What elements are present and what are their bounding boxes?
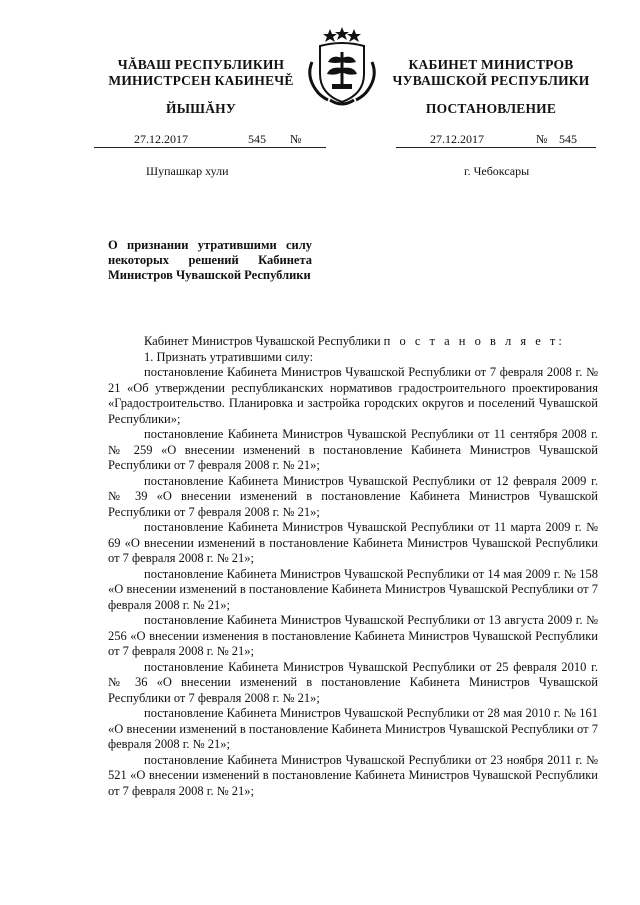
intro-decides: п о с т а н о в л я е т: bbox=[383, 334, 565, 348]
repealed-decree-9: постановление Кабинета Министров Чувашской Республики от 23 ноября 2011 г. № 521 «О внесении изменений в постановление Кабинета Министров Чувашской Республики от 7 февраля 2008 г. № 21»; bbox=[108, 752, 598, 798]
right-doc-type: ПОСТАНОВЛЕНИЕ bbox=[425, 101, 557, 116]
repealed-decree-4: постановление Кабинета Министров Чувашской Республики от 11 марта 2009 г. № 69 «О внесении изменений в постановление Кабинета Министров Чувашской Республики от 7 февраля 2008 г. № 21»; bbox=[108, 520, 598, 565]
document-title: О признании утратившими силу некоторых решений Кабинета Министров Чувашской Республики bbox=[108, 238, 312, 282]
intro-lead: Кабинет Министров Чувашской Республики bbox=[144, 334, 381, 348]
item-1: 1. Признать утратившими силу: bbox=[144, 349, 314, 364]
right-number: 545 bbox=[559, 132, 577, 146]
right-city: г. Чебоксары bbox=[464, 164, 530, 178]
right-org-line2: ЧУВАШСКОЙ РЕСПУБЛИКИ bbox=[392, 73, 590, 88]
repealed-decree-2: постановление Кабинета Министров Чувашской Республики от 11 сентября 2008 г. № 259 «О внесении изменений в постановление Кабинета Министров Чувашской Республики от 7 февраля 2008 г. № 21»; bbox=[108, 427, 598, 472]
right-registration-line bbox=[396, 131, 596, 148]
repealed-decree-5: постановление Кабинета Министров Чувашской Республики от 14 мая 2009 г. № 158 «О внесении изменений в постановление Кабинета Министров Чувашской Республики от 7 февраля 2008 г. № 21»; bbox=[108, 566, 598, 612]
left-registration-line bbox=[94, 131, 326, 148]
left-number: 545 bbox=[248, 132, 266, 146]
left-city: Шупашкар хули bbox=[146, 164, 229, 178]
repealed-decree-8: постановление Кабинета Министров Чувашской Республики от 28 мая 2010 г. № 161 «О внесении изменений в постановление Кабинета Министров Чувашской Республики от 7 февраля 2008 г. № 21»; bbox=[108, 706, 598, 751]
intro-paragraph bbox=[108, 334, 598, 350]
repealed-decree-1: постановление Кабинета Министров Чувашской Республики от 7 февраля 2008 г. № 21 «Об утверждении республиканских нормативов градостроительного проектирования «Градостроительство. Планировка и застройка городских округов и поселений Чувашской Республики»; bbox=[108, 365, 598, 426]
left-org-name bbox=[86, 57, 316, 89]
left-org-line1: ЧĂВАШ РЕСПУБЛИКИН bbox=[117, 57, 285, 72]
left-doc-type: ЙЫШĂНУ bbox=[166, 101, 236, 116]
document-body bbox=[108, 334, 598, 799]
repealed-decree-3: постановление Кабинета Министров Чувашской Республики от 12 февраля 2009 г. № 39 «О внесении изменений в постановление Кабинета Министров Чувашской Республики от 7 февраля 2008 г. № 21»; bbox=[108, 473, 598, 519]
left-number-sign: № bbox=[290, 132, 302, 146]
chuvash-emblem-icon bbox=[302, 22, 382, 108]
right-org-name bbox=[376, 57, 606, 89]
right-date: 27.12.2017 bbox=[430, 132, 484, 146]
right-number-sign: № bbox=[536, 132, 548, 146]
repealed-decree-7: постановление Кабинета Министров Чувашской Республики от 25 февраля 2010 г. № 36 «О внесении изменений в постановление Кабинета Министров Чувашской Республики от 7 февраля 2008 г. № 21»; bbox=[108, 659, 598, 705]
left-org-line2: МИНИСТРСЕН КАБИНЕЧĚ bbox=[108, 73, 294, 88]
left-date: 27.12.2017 bbox=[134, 132, 188, 146]
repealed-decree-6: постановление Кабинета Министров Чувашской Республики от 13 августа 2009 г. № 256 «О внесении изменения в постановление Кабинета Министров Чувашской Республики от 7 февраля 2008 г. № 21»; bbox=[108, 613, 598, 658]
right-org-line1: КАБИНЕТ МИНИСТРОВ bbox=[408, 57, 574, 72]
